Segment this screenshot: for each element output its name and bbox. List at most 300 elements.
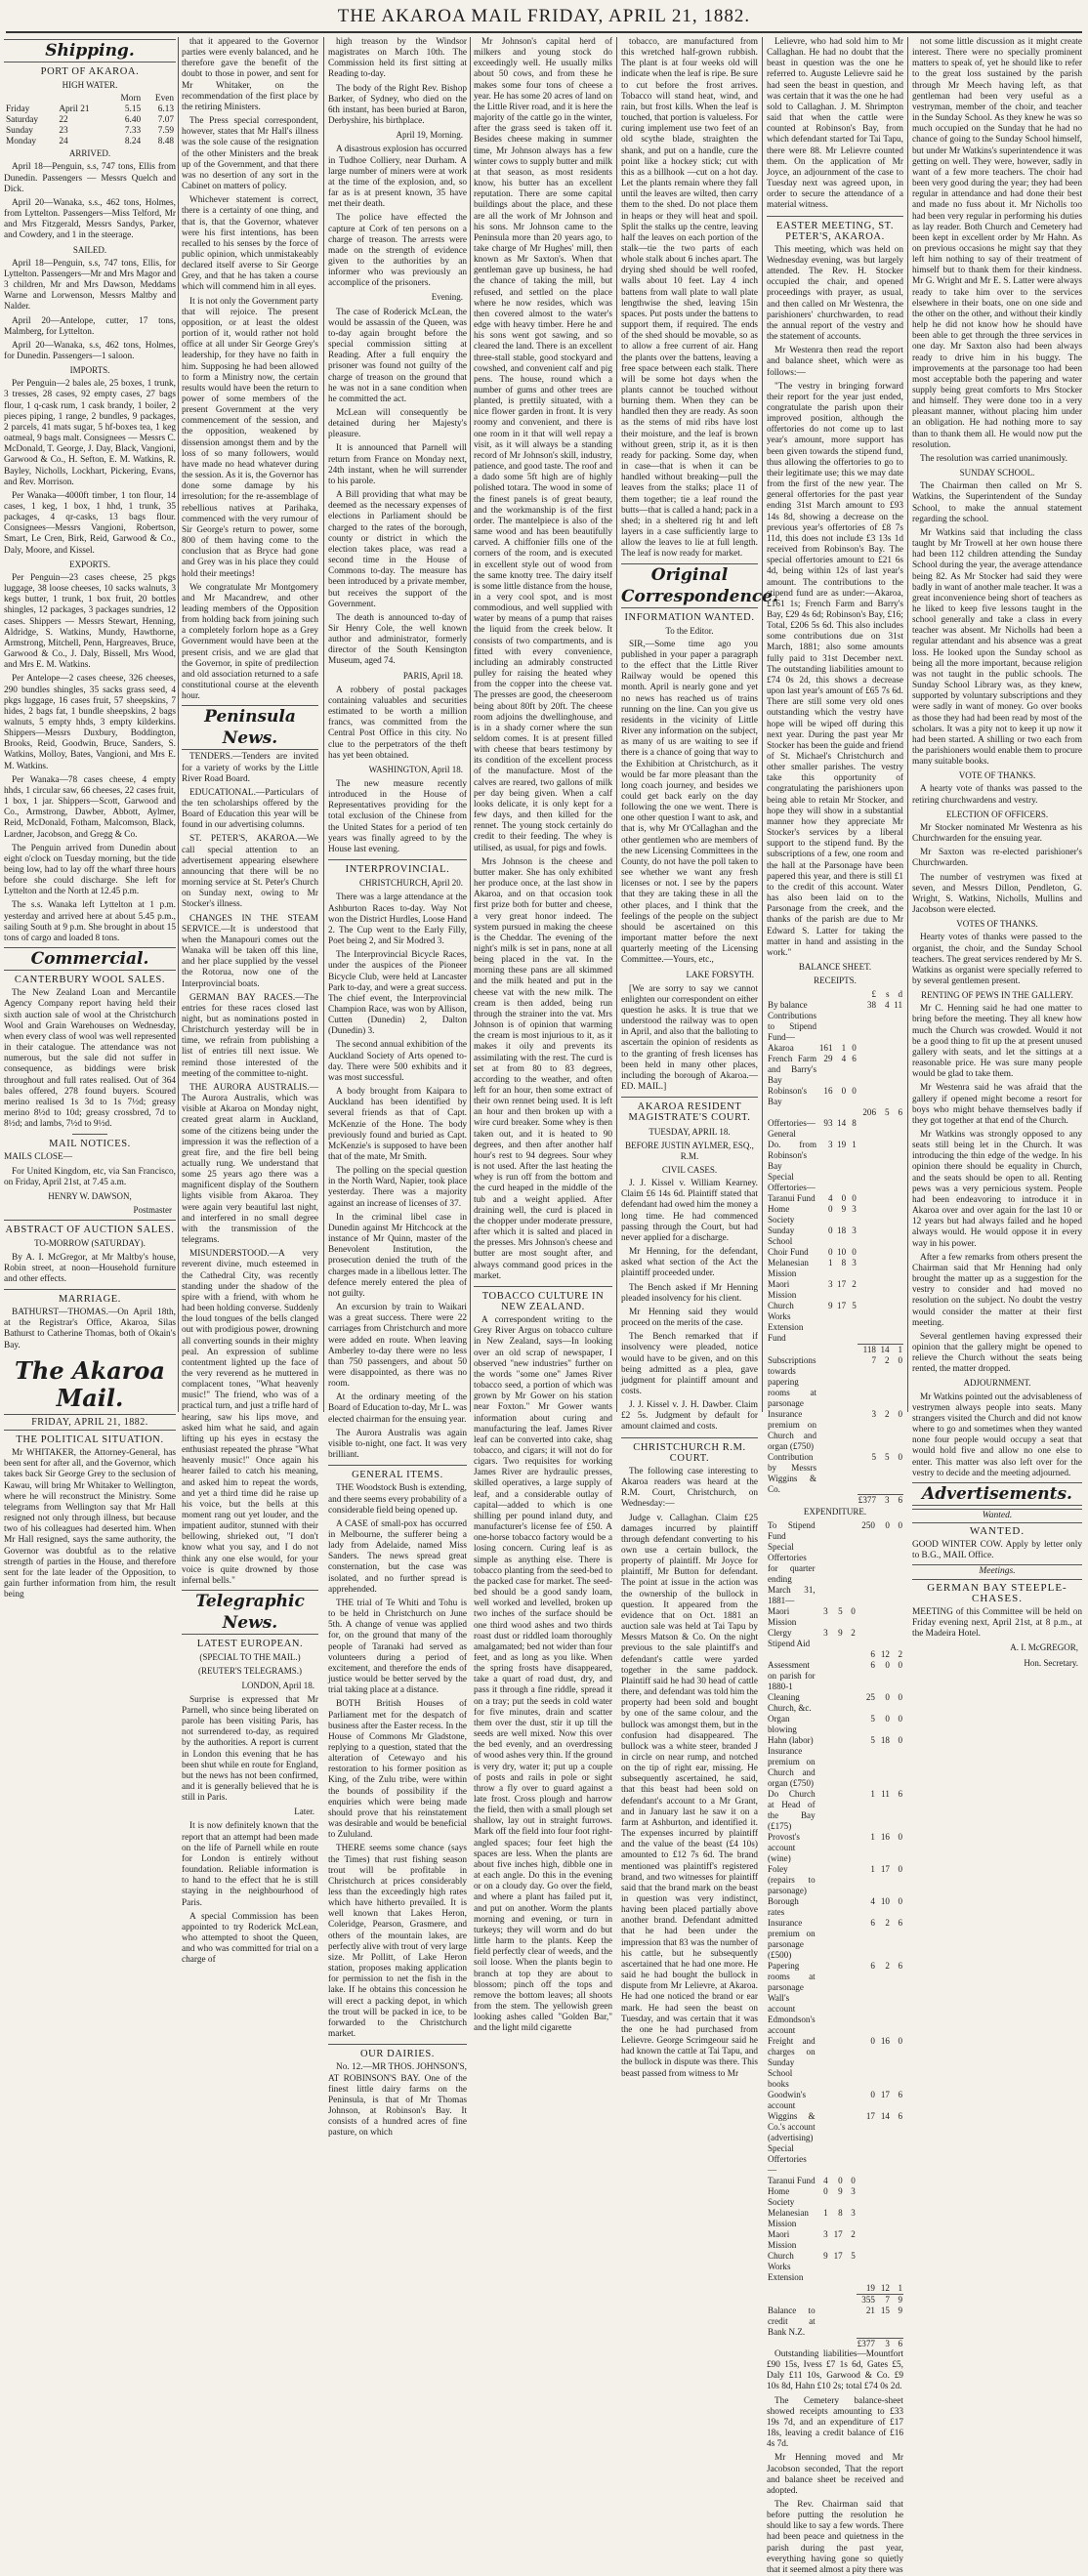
account-amount: 5: [852, 1301, 857, 1311]
account-amount: [816, 2111, 829, 2143]
easter-text: Outstanding liabilities—Mountfort £90 15s, Ivess £7 1s 6d, Gates £5, Daly £11 10s, Garwood & Co. £9 10s 8d, Hahn £10 2s; total £74 0s 2d.: [767, 2348, 903, 2392]
account-amount: [816, 1832, 829, 1864]
account-amount: [844, 1961, 857, 1993]
account-item: Contribution by Messrs Wiggins & Co.: [768, 1451, 817, 1494]
shipping-notice: The s.s. Wanaka left Lyttelton at 1 p.m. yesterday and arrived here at about 5.45 p.m., sailing South at 9 p.m. She brought in about 15 tons of cargo and loaded 8 tons.: [4, 900, 176, 943]
account-item: Home Society: [768, 2186, 795, 2208]
account-amount: 0: [898, 1408, 902, 1419]
account-amount: 6: [898, 1789, 902, 1800]
court-heading: CHRISTCHURCH R.M. COURT.: [633, 1441, 746, 1464]
account-row: [767, 2338, 903, 2349]
account-row: [767, 1247, 903, 1258]
tide-morn: 6.40: [124, 115, 142, 126]
dateline: Later.: [294, 1807, 314, 1817]
account-row: [767, 1226, 903, 1247]
account-amount: 6: [898, 1107, 902, 1118]
dateline: April 19, Morning.: [396, 130, 463, 141]
account-amount: [847, 1172, 858, 1193]
tide-morn: 5.15: [124, 104, 142, 115]
account-amount: [857, 2176, 876, 2186]
account-amount: [857, 2015, 876, 2036]
dairies-text: Mr Johnson's capital herd of milkers and young stock do exceedingly well. He usually milks about 50 cows, and from these he makes some four tons of cheese a year. He has some 20 acres of land on the Little River road, and it is here the majority of the cattle go in the winter, after the grass seed is taken off it. Besides cheese making in summer time, Mr Johnson always has a few winter cows to supply butter and milk at that season, as most residents know, his butter has an excellent reputation. There are some capital buildings about the place, and these are all the work of Mr Johnson and his sons. Mr Johnson came to the Peninsula more than 20 years ago, to take charge of Mr Hughes' mill, then known as Mr Saxton's. When that gentleman gave up business, he had the chance of taking the mill, but refused, and settled on the place where he now resides, which was then covered almost to the water's edge with heavy timber. Here he and his sons went got sawing, and so cleared the land. There is an excellent three-stall stable, good stockyard and cowshed, and convenient calf and pig pens. The house, round which a number of gums and other trees are planted, is prettily situated, with a nice flower garden in front. It is very roomy and convenient, and there is one room in it that will well repay a visit, as it will always be a standing record of Mr Johnson's skill, industry, patience, and good taste. The roof and a dado some 5ft high are of highly polished totara. The wood in some of the finest panels is of great beauty, and the workmanship is of the first order. The mantelpiece is also of the same wood and has been beautifully carved. A chiffonier fills one of the corners of the room, and is executed in excellent style out of wood from the same knotty tree. The dairy itself is some little distance from the house, in a very cool spot, and is most commodious, and well supplied with water by means of a pump that raises the liquid from the creek below. It consists of two compartments, and is fitted with every convenience, including an admirably constructed pulley for raising the heated whey from the copper into the cheese vat. The presses are good, the cheeseroom being about 80ft by 20ft. The cheese room adjoins the dwellinghouse, and is in a shady corner where the sun seldom comes. It is at present filled with cheese that bears testimony by its condition of the excellent process of the manufacture. Most of the calves are reared, two gallons of milk per day being given. When a calf looks delicate, it is only kept for a few days, and then killed for the rennet. The young stock certainly do credit to their feeding. The whey is utilised, as usual, for pigs and fowls.: [474, 37, 612, 853]
account-amount: 6: [898, 2111, 902, 2122]
account-amount: 0: [898, 1692, 902, 1703]
telegram: The body of the Right Rev. Bishop Barker, of Sydney, who died on the 6th instant, has been buried at Baron, Derbyshire, his birthplace.: [328, 83, 467, 127]
account-amount: [844, 1918, 857, 1961]
election-heading: ELECTION OF OFFICERS.: [945, 809, 1049, 819]
account-amount: [817, 1495, 833, 1507]
account-amount: [844, 1993, 857, 2015]
account-amount: 25: [865, 1692, 875, 1703]
arrival-entry: April 20—Wanaka, s.s., 462 tons, Holmes, from Lyttelton. Passengers—Miss Telford, Mr and Mrs Fitzgerald, Messrs Sandys, Parker, and Cowdery, and 1 in the steerage.: [4, 197, 176, 241]
account-amount: [817, 1344, 833, 1355]
account-amount: [829, 2143, 844, 2176]
account-amount: 0: [852, 1086, 857, 1097]
dairies-heading: OUR DAIRIES.: [359, 2049, 436, 2060]
news-item: THE Woodstock Bush is extending, and there seems every probability of a considerable field being opened up.: [328, 1483, 467, 1516]
account-amount: 6: [891, 2338, 903, 2349]
account-row: [767, 1542, 903, 1606]
account-amount: [844, 1660, 857, 1692]
account-amount: [876, 2208, 891, 2229]
tobacco-text: tobacco, are manufactured from this wretched half-grown rubbish. The plant is at four weeks old will indicate when the leaf is ripe. Be sure to cut before the frost arrives. Tobacco will stand heat, wind, and rain, but frost kills. When the leaf is touched, that portion is valueless. For curing implement use two feet of an old scythe blade, straighten the shank, and put on a handle, cure the point like a hockey stick; cut with this as a billhook —cut on a hot day. Let the plants remain where they fall until the leaves are wilted, then carry them to the shed. Do not place them in heaps or they will heat and spoil. Split the stalks up the centre, leaving half the leaves on each portion of the stalk—tie the two parts of each whole stalk about 6 inches apart. The drying shed should be well roofed, walls about 10 feet. Lay 4 inch battens from wall plate to wall plate lengthwise the shed, leaving 15in spaces. Put posts under the battens to support them, if required. The ends of the shed should be movable, so as to allow a free current of air. Hang the plants over the battens, leaving a free space between each stalk. There will be some hot days when the plants cannot be touched without burning them. When they can be handled then they are ready. As soon as the stems of mid ribs have lost their moisture, and the leaf is brown without green, strip it, as it is then ready for packing. Some day, when in case—that is when it can be handled without breaking—pull the leaves from the stalks; place 11 of them together; tie a leaf round the butts—that is called a hand; pack in a shed; in a sheltered rig ht and left layers in a case sufficiently large to allow the leaves to lie at full length. The leaf is now ready for market.: [621, 37, 758, 560]
account-amount: 7: [871, 1354, 876, 1365]
account-amount: 2: [851, 1628, 856, 1639]
account-amount: 0: [898, 1520, 902, 1531]
telegram: A robbery of postal packages containing valuables and securities estimated to be worth a million francs, was committed from the Central Post Office in this city. No clue to the perpetrators of the theft has yet been obtained.: [328, 685, 467, 761]
account-amount: [891, 1204, 903, 1226]
telegram: In the criminal libel case in Dunedin against Mr Hitchcock at the instance of Mr Quinn, master of the Benevolent Institution, the prosecution denied the truth of the charges made in a libellous letter. The defence merely entered the plea of not guilty.: [328, 1212, 467, 1299]
account-amount: [817, 1355, 833, 1409]
tide-row: [4, 115, 176, 126]
account-amount: [834, 1000, 848, 1011]
account-amount: 9: [827, 1301, 833, 1311]
port-heading: PORT OF AKAROA.: [40, 66, 140, 77]
account-amount: [829, 2338, 844, 2349]
issue-date: FRIDAY, APRIL 21, 1882.: [4, 1414, 176, 1431]
account-row: [767, 2111, 903, 2143]
account-row: [767, 1409, 903, 1452]
account-amount: 6: [891, 1495, 903, 1507]
account-amount: £377: [857, 2338, 875, 2348]
account-amount: [816, 2306, 829, 2338]
account-item: Papering rooms at parsonage: [768, 1961, 816, 1993]
dairies-text: No. 12.—MR THOS. JOHNSON'S, AT ROBINSON'S BAY. One of the finest little dairy farms on the Peninsula, is that of Mr Thomas Johnson, at Robinson's Bay. It consists of a hundred acres of fine pasture, on which: [328, 2062, 468, 2139]
adjournment-heading: ADJOURNMENT.: [963, 1378, 1031, 1389]
account-amount: [834, 1172, 848, 1193]
account-amount: [829, 1520, 844, 1542]
account-row: [767, 1961, 903, 1993]
account-row: [767, 1628, 903, 1649]
account-item: [767, 2338, 816, 2349]
account-row: [767, 1832, 903, 1864]
account-amount: 9: [823, 2251, 828, 2262]
account-amount: [857, 2186, 876, 2208]
account-amount: 3: [823, 2229, 828, 2240]
news-item: THERE seems some chance (says the Times) that rust fishing season trout will be profitable in Christchurch at prices considerably less than the exceedingly high rates which have hitherto prevailed. It is well known that Lakes Heron, Coleridge, Pearson, Grasmere, and others of the mountain lakes, are perfectly alive with trout of very large size. Mr Pollitt, of Lake Heron station, proposes making application for permission to net the fish in the lake. If he obtains this concession he will erect a packing depot, in which the trout will be packed in ice, to be forwarded to the Christchurch market.: [328, 1844, 467, 2040]
account-amount: 17: [833, 2251, 843, 2262]
account-item: Home Society: [768, 1204, 795, 1226]
easter-text: Mr Saxton was re-elected parishioner's Churchwarden.: [912, 848, 1082, 869]
account-amount: [891, 1301, 903, 1344]
account-amount: 14: [880, 2111, 890, 2122]
account-row: [767, 1714, 903, 1735]
leader-heading: THE POLITICAL SITUATION.: [16, 1433, 164, 1445]
account-item: French Farm and Barry's Bay: [768, 1054, 817, 1086]
account-amount: [891, 2251, 903, 2283]
account-amount: 5: [870, 1714, 875, 1724]
currency-head: s: [886, 989, 890, 1000]
masthead-rule: [6, 31, 1082, 33]
account-row: [767, 2283, 903, 2295]
telegram: An excursion by train to Waikari was a great success. There were 22 carriages from Christchurch and more were added en route. When leaving Amberley to-day there were no less than 750 passengers, and about 50 were disappointed, as there was no room.: [328, 1303, 467, 1390]
account-row: [767, 2036, 903, 2090]
account-row: [767, 1193, 903, 1204]
import-entry: Per Penguin—2 bales ale, 25 boxes, 1 trunk, 3 tresses, 28 cases, 92 empty cases, 27 bags flour, 1 q-cask rum, 1 cask brandy, 1 boiler, 2 pieces piping, 1 range, 2 bundles, 9 packages, 2 parcels, 41 mats sugar, 5 hf-boxes tea, 1 keg oatmeal, 9 bags malt. Consignees — Messrs C. McDonald, T. George, J. Day, Black, Vangioni, Garwood & Co., H. Sefton, E. M. Watkins, R. Bayley, Nicholls, Lockhart, Pickering, Evans, and Rev. Morrison.: [4, 379, 176, 487]
news-item: TENDERS.—Tenders are invited for a variety of works by the Little River Road Board.: [182, 752, 318, 784]
sailing-entry: April 20—Wanaka, s.s, 462 tons, Holmes, for Dunedin. Passengers—1 saloon.: [4, 340, 176, 361]
account-amount: 0: [827, 1247, 833, 1258]
account-amount: [858, 1043, 877, 1054]
account-amount: [876, 1993, 891, 2015]
account-amount: 0: [898, 1354, 902, 1365]
account-row: [767, 2251, 903, 2283]
account-amount: [829, 2111, 844, 2143]
votes-heading: VOTES OF THANKS.: [956, 919, 1038, 930]
account-amount: [858, 1118, 877, 1140]
account-amount: 0: [841, 1193, 847, 1204]
account-amount: [891, 2176, 903, 2186]
account-amount: [816, 1714, 829, 1735]
tobacco-text: A correspondent writing to the Grey River Argus on tobacco culture in New Zealand, says—In looking over an old scrap of newspaper, I observed "new industries" further on the words "some one" James River tobacco seed, a portion of which was grown by Mr Gower on his station near Foxton." Mr Gower wants information about curing and manufacturing the leaf. James River leaf can be converted into cake, shag tobacco, and cigars; it will not do for cigars. Two requisites for working James River are hydraulic presses, skilled operatives, a large supply of leaf, and a considerable outlay of capital—added to which is one shilling per pound inland duty, and manufacturer's license fee of £50. A one-horse tobacco factory would be a losing concern. Curing leaf is as simple as anything else. There is tobacco planting from the seed-bed to the packed case for market. The seed-bed should be a good sandy loam, well worked and levelled, broken up two inches of the surface should be one third wood ashes and two thirds roast dust or riddled loam thoroughly amalgamated; bed not wider than four feet, and as long as you like. When the spring frosts have disappeared, take a quart of road dust, dry, and pass it through a fine riddle, spread it on a tray; put the seeds in cold water for five minutes, drain and scatter them over the dust, stir it up till the seeds are well mixed. Now this over the bed evenly, and an overdressing of wood ashes very thin. If the ground is very dry, water it; put up a couple of posts and rails in pole or sight throw a fly over to guard against a late frost. Cross plough and harrow the field, then with a small plough set shallow, lay out in straight furrows. Mark off the field into four foot right-angled spaces; four feet high the spaces are less. When the plants are about five inches high, dibble one in at each angle. Do this in the evening or on a cloudy day. Go over the field, and where a plant has failed put it, and put on another. Worm the plants morning and evening, or turn in turkeys; they will worm and do but little harm to the plants. Keep the field perfectly clear of weeds, and the soil loose. When the plants begin to branch at top they are about to blossom; pinch off the tops and remove the bottom leaves; all shoots from the stem. The yellowish green looking ashes called "Golden Bar," and the light mild cigarette: [474, 1315, 613, 2034]
easter-text: This meeting, which was held on Wednesday evening, was but largely attended. The Rev. H. Stocker occupied the chair, and opened proceedings with prayer, as usual, and then called on Mr Westenra, the parishioners' churchwarden, to read the annual report of the vestry and the statement of accounts.: [767, 244, 903, 343]
account-amount: 2: [851, 2229, 856, 2240]
account-row: [767, 1011, 903, 1043]
account-item: Offertories—General: [768, 1118, 816, 1140]
account-amount: 6: [898, 1961, 902, 1972]
easter-text: After a few remarks from others present the Chairman said that Mr Henning had only brought the matter up as a suggestion for the vestry to consider and had moved no resolution on the subject. No doubt the vestry would consider the matter at their first meeting.: [912, 1252, 1082, 1328]
account-amount: 6: [870, 1649, 875, 1660]
meeting-ad-body: MEETING of this Committee will be held on Friday evening next, April 21st, at 8 p.m., at the Madeira Hotel.: [912, 1606, 1082, 1640]
court-text: J. J. Kissel v. William Kearney. Claim £6 14s 6d. Plaintiff stated that defendant had owed him the money a long time. He had commenced passing through the Court, but had never applied for a discharge.: [621, 1179, 758, 1243]
account-amount: [834, 1011, 848, 1043]
account-amount: 0: [823, 2186, 828, 2197]
account-amount: 16: [880, 1832, 890, 1843]
special-line: (SPECIAL TO THE MAIL.): [199, 1652, 301, 1663]
account-row: [767, 1649, 903, 1660]
account-amount: 3: [823, 1628, 828, 1639]
account-amount: 18: [837, 1226, 847, 1236]
account-amount: 5: [838, 1606, 843, 1617]
account-item: Insurance premium on Church and organ (£750): [768, 1746, 816, 1789]
account-item: Wiggins & Co.'s account (advertising): [768, 2111, 816, 2143]
account-amount: [829, 1660, 844, 1692]
account-amount: 5: [885, 1107, 890, 1118]
account-amount: 0: [885, 1520, 890, 1531]
account-amount: 17: [837, 1279, 847, 1290]
telegraphic-heading: Telegraphic News.: [182, 1590, 318, 1635]
account-amount: [816, 1660, 829, 1692]
sunday-school-heading: SUNDAY SCHOOL.: [959, 468, 1035, 478]
telegram: It is announced that Parnell will return from France on Monday next, 24th instant, when he will surrender to his parole.: [328, 443, 467, 486]
easter-text: Mr Watkins pointed out the advisableness of vestrymen always people into seats. Many strangers visited the Church and did not know where to go and sometimes when they wanted none four people would occupy a seat that would hold five and allow no one else to enter. This matter was also left over for the vestry to decide and the meeting adjourned.: [912, 1392, 1082, 1478]
account-item: Robinson's Bay: [768, 1086, 808, 1107]
account-amount: [816, 1961, 829, 1993]
tide-day: Sunday: [6, 126, 33, 137]
account-amount: [844, 1520, 857, 1542]
account-amount: [891, 1606, 903, 1628]
export-entry: Per Penguin—23 cases cheese, 25 pkgs luggage, 38 loose cheeses, 10 sacks walnuts, 3 kegs butter, 1 trunk, 1 box fruit, 20 bottles shingles, 12 packages, 3 packages sundries, 12 cases. Shippers — Messrs Stewart, Henning, Aldridge, S. Watkins, Mundy, Hawthorne, Armstrong, Mitchell, Penn, Hargreaves, Bruce, Garwood & Co., J. Daly, Bissell, Mrs Wood, and Mrs E. M. Watkins.: [4, 572, 176, 671]
account-amount: [891, 1628, 903, 1649]
easter-text: Hearty votes of thanks were passed to the organist, the choir, and the Sunday School teachers. The great services rendered by Mr S. Watkins as organist were specially referred to by several gentlemen present.: [912, 933, 1082, 986]
account-amount: [816, 1918, 829, 1961]
telegram: A body brought from Kaipara to Auckland has been identified by several friends as that of Capt. McKenzie of the Hone. The body previously found and buried as Capt. McKenzie's is supposed to have been that of the mate, Mr Smith.: [328, 1087, 467, 1162]
account-amount: [857, 1606, 876, 1628]
account-amount: [834, 1107, 848, 1118]
account-amount: £377: [858, 1495, 876, 1506]
account-amount: [858, 1226, 877, 1247]
account-amount: [816, 2295, 829, 2306]
account-amount: 0: [827, 1226, 833, 1236]
account-amount: [829, 1832, 844, 1864]
easter-text: The Cemetery balance-sheet showed receipts amounting to £33 19s 7d, and an expenditure of £17 18s, leaving a credit balance of £16 4s 7d.: [767, 2395, 903, 2450]
court-text: J. J. Kissel v. J. H. Dawber. Claim £2 5s. Judgment by default for amount claimed and costs.: [621, 1400, 758, 1433]
account-amount: 2: [898, 1649, 902, 1660]
tide-date: 22: [59, 115, 68, 126]
meeting-role: Hon. Secretary.: [1024, 1657, 1078, 1668]
account-amount: [816, 1692, 829, 1714]
account-amount: [876, 1628, 891, 1649]
account-amount: [816, 1896, 829, 1918]
account-amount: [816, 2143, 829, 2176]
account-item: Insurance premium on Church and organ (£750): [768, 1408, 817, 1451]
account-item: Assessment on parish for 1880-1: [768, 1660, 816, 1692]
account-item: Subscriptions towards papering rooms at parsonage: [768, 1354, 817, 1408]
account-amount: 2: [885, 1918, 890, 1929]
account-amount: [844, 2338, 857, 2349]
account-row: [767, 1344, 903, 1355]
account-amount: 1: [870, 1832, 875, 1843]
account-item: Choir Fund: [768, 1247, 809, 1258]
court-date: TUESDAY, APRIL 18.: [649, 1126, 731, 1137]
account-amount: 8: [852, 1118, 857, 1129]
news-item: GERMAN BAY RACES.—The entries for these races closed last night, but as nominations posted in Christchurch yesterday will be in time, we refrain from publishing a list of entries till next issue. We remind those interested of the meeting of the committee to-night.: [182, 992, 318, 1079]
account-item: [767, 1649, 816, 1660]
account-amount: [844, 2111, 857, 2143]
account-row: [767, 1118, 903, 1140]
account-item: Special Offertories for quarter ending March 31, 1881—: [768, 1542, 816, 1606]
account-amount: [816, 2338, 829, 2349]
dateline: WASHINGTON, April 18.: [368, 764, 463, 774]
account-row: [767, 1692, 903, 1714]
account-row: [767, 1520, 903, 1542]
account-amount: [829, 1692, 844, 1714]
reuter-line: (REUTER'S TELEGRAMS.): [198, 1666, 302, 1677]
account-amount: [877, 1204, 891, 1226]
news-item: EDUCATIONAL.—Particulars of the ten scholarships offered by the Board of Education this year will be found in our advertising columns.: [182, 787, 318, 831]
commercial-heading: Commercial.: [4, 947, 176, 971]
telegram: Surprise is expressed that Mr Parnell, who since being liberated on parole has been visiting Paris, has not surrendered to-day, as required by the authorities. A report is current in London this evening that he has been shut while en route for England, but the news has not been confirmed, and it is generally believed that he is still in Paris.: [182, 1694, 318, 1804]
account-amount: 0: [851, 2176, 856, 2186]
sailing-entry: April 18—Penguin, s.s, 747 tons, Ellis, for Lyttelton. Passengers—Mr and Mrs Magor and 3 children, Mr and Mrs Dawson, Meddams Warne and Lorwenson, Messrs Maltby and Nalder.: [4, 258, 176, 312]
account-amount: 3: [827, 1279, 833, 1290]
account-amount: [857, 1542, 876, 1606]
account-amount: 6: [898, 1918, 902, 1929]
account-amount: [847, 1011, 858, 1043]
account-amount: 29: [823, 1054, 833, 1064]
account-item: Organ blowing: [768, 1714, 797, 1735]
auction-entry: By A. I. McGregor, at Mr Maltby's house, Robin street, at noon—Household furniture and other effects.: [4, 1252, 176, 1284]
account-amount: [891, 1746, 903, 1789]
divider: [4, 1289, 176, 1290]
account-amount: [891, 1193, 903, 1204]
account-amount: 6: [870, 1918, 875, 1929]
account-amount: [844, 1649, 857, 1660]
account-amount: [891, 1279, 903, 1301]
column-rule: [178, 37, 179, 1412]
account-item: Church Works Extension: [768, 2251, 804, 2283]
account-row: [767, 1864, 903, 1896]
account-item: Foley (repairs to parsonage): [768, 1864, 816, 1896]
account-amount: [876, 2143, 891, 2176]
account-amount: 0: [898, 1451, 902, 1462]
account-amount: [817, 1000, 833, 1011]
sailing-entry: April 20—Antelope, cutter, 17 tons, Malmberg, for Lyttelton.: [4, 315, 176, 337]
account-amount: 10: [880, 1896, 890, 1907]
account-amount: [834, 1452, 848, 1495]
account-amount: [834, 1409, 848, 1452]
divider: [328, 2044, 467, 2045]
account-amount: 3: [823, 1606, 828, 1617]
account-amount: [891, 1172, 903, 1193]
account-amount: 16: [880, 2036, 890, 2047]
easter-text: The resolution was carried unanimously.: [920, 453, 1067, 464]
account-amount: 3: [876, 2338, 891, 2349]
account-amount: [858, 1054, 877, 1086]
account-amount: 11: [881, 1789, 890, 1800]
account-row: [767, 2143, 903, 2176]
account-row: [767, 1993, 903, 2015]
currency-head: £: [871, 989, 876, 1000]
easter-text: Mr C. Henning said he had one matter to bring before the meeting. They all knew how much the Church was crowded. Would it not be a good thing to fit up the at present unused gallery with seats, and let the sittings at a reasonable price. He was sure many people would be glad to take them.: [912, 1004, 1082, 1080]
imports-heading: IMPORTS.: [69, 365, 110, 376]
account-amount: 3: [871, 1408, 876, 1419]
account-amount: [858, 1301, 877, 1344]
tide-even: 7.07: [157, 115, 174, 126]
account-amount: 5: [870, 1735, 875, 1746]
account-amount: 0: [898, 1660, 902, 1671]
account-amount: [857, 1993, 876, 2015]
account-row: [767, 2295, 903, 2306]
divider: [328, 859, 467, 860]
account-amount: [816, 1649, 829, 1660]
masthead: THE AKAROA MAIL FRIDAY, APRIL 21, 1882.: [337, 6, 751, 26]
account-amount: [829, 1896, 844, 1918]
tide-morn: 8.24: [124, 137, 142, 147]
account-amount: [891, 1011, 903, 1043]
account-row: [767, 1000, 903, 1011]
latest-heading: LATEST EUROPEAN.: [196, 1639, 304, 1650]
account-amount: [844, 2283, 857, 2295]
account-amount: [844, 1692, 857, 1714]
account-item: [767, 1107, 817, 1118]
account-row: [767, 1172, 903, 1193]
telegram: There was a large attendance at the Ashburton Races to-day. Way Not won the District Hurdles, Loose Hand 2. The Cup went to the Early Filly, Poet being 2, and Sir Modred 3.: [328, 893, 467, 947]
account-amount: [858, 1258, 877, 1279]
column-rule: [907, 37, 908, 1412]
account-amount: [829, 1789, 844, 1832]
easter-text: Mr Henning moved and Mr Jacobson seconded, That the report and balance sheet be received and adopted.: [767, 2453, 903, 2496]
account-amount: 1: [870, 1864, 875, 1875]
account-amount: 17: [880, 1864, 890, 1875]
account-amount: 5: [851, 2251, 856, 2262]
account-amount: 12: [880, 2283, 890, 2294]
account-amount: [816, 1864, 829, 1896]
account-amount: 2: [852, 1279, 857, 1290]
account-item: Special Offertories—: [768, 2143, 807, 2176]
account-amount: [877, 1043, 891, 1054]
account-amount: 1: [852, 1140, 857, 1150]
account-amount: 19: [865, 2283, 875, 2294]
account-amount: [847, 1107, 858, 1118]
tide-even: 7.59: [157, 126, 174, 137]
column-rule: [470, 37, 471, 1412]
account-amount: 1: [870, 1789, 875, 1800]
account-amount: 0: [885, 1714, 890, 1724]
account-amount: [876, 2251, 891, 2283]
account-amount: 9: [841, 1204, 847, 1215]
account-amount: [891, 2208, 903, 2229]
account-amount: 0: [870, 2036, 875, 2047]
column-1: [4, 37, 176, 1600]
account-amount: [844, 1789, 857, 1832]
balance-sheet-heading: BALANCE SHEET.: [798, 961, 872, 972]
account-item: Melanesian Mission: [768, 2208, 809, 2229]
account-amount: [877, 1301, 891, 1344]
divider: [621, 1097, 758, 1098]
receipts-table: [767, 989, 903, 1506]
account-amount: 161: [818, 1043, 833, 1054]
account-item: [767, 1344, 817, 1355]
account-amount: 6: [870, 1961, 875, 1972]
column-3: [328, 37, 468, 2139]
account-amount: [816, 2036, 829, 2090]
account-amount: 0: [852, 1193, 857, 1204]
account-row: [767, 1140, 903, 1172]
sailed-heading: SAILED.: [72, 244, 107, 255]
arrival-entry: April 18—Penguin, s.s, 747 tons, Ellis from Dunedin. Passengers — Messrs Quelch and Dick.: [4, 162, 176, 194]
account-amount: [844, 1896, 857, 1918]
account-amount: [876, 2186, 891, 2208]
tide-day: Friday: [6, 104, 30, 115]
account-amount: 4: [827, 1193, 833, 1204]
account-amount: [876, 2015, 891, 2036]
easter-text: The Chairman then called on Mr S. Watkins, the Superintendent of the Sunday School, to make the annual statement regarding the school.: [912, 481, 1082, 524]
tide-head: [4, 94, 57, 104]
tide-date: April 21: [59, 104, 90, 115]
account-amount: [829, 1746, 844, 1789]
account-amount: [829, 2306, 844, 2338]
account-amount: [877, 1054, 891, 1086]
account-amount: [829, 1542, 844, 1606]
court-before: BEFORE JUSTIN AYLMER, ESQ., R.M.: [625, 1140, 754, 1161]
account-amount: [858, 1279, 877, 1301]
easter-text: The Rev. Chairman said that before putting the resolution he should like to say a few words. There had been peace and quietness in the parish during the past year, everything having gone so quietly that it seemed almost a pity there was: [767, 2499, 903, 2575]
account-amount: 18: [880, 1735, 890, 1746]
account-amount: 7: [876, 2295, 891, 2306]
account-amount: 1: [891, 1344, 903, 1355]
letter-heading: INFORMATION WANTED.: [624, 611, 755, 623]
